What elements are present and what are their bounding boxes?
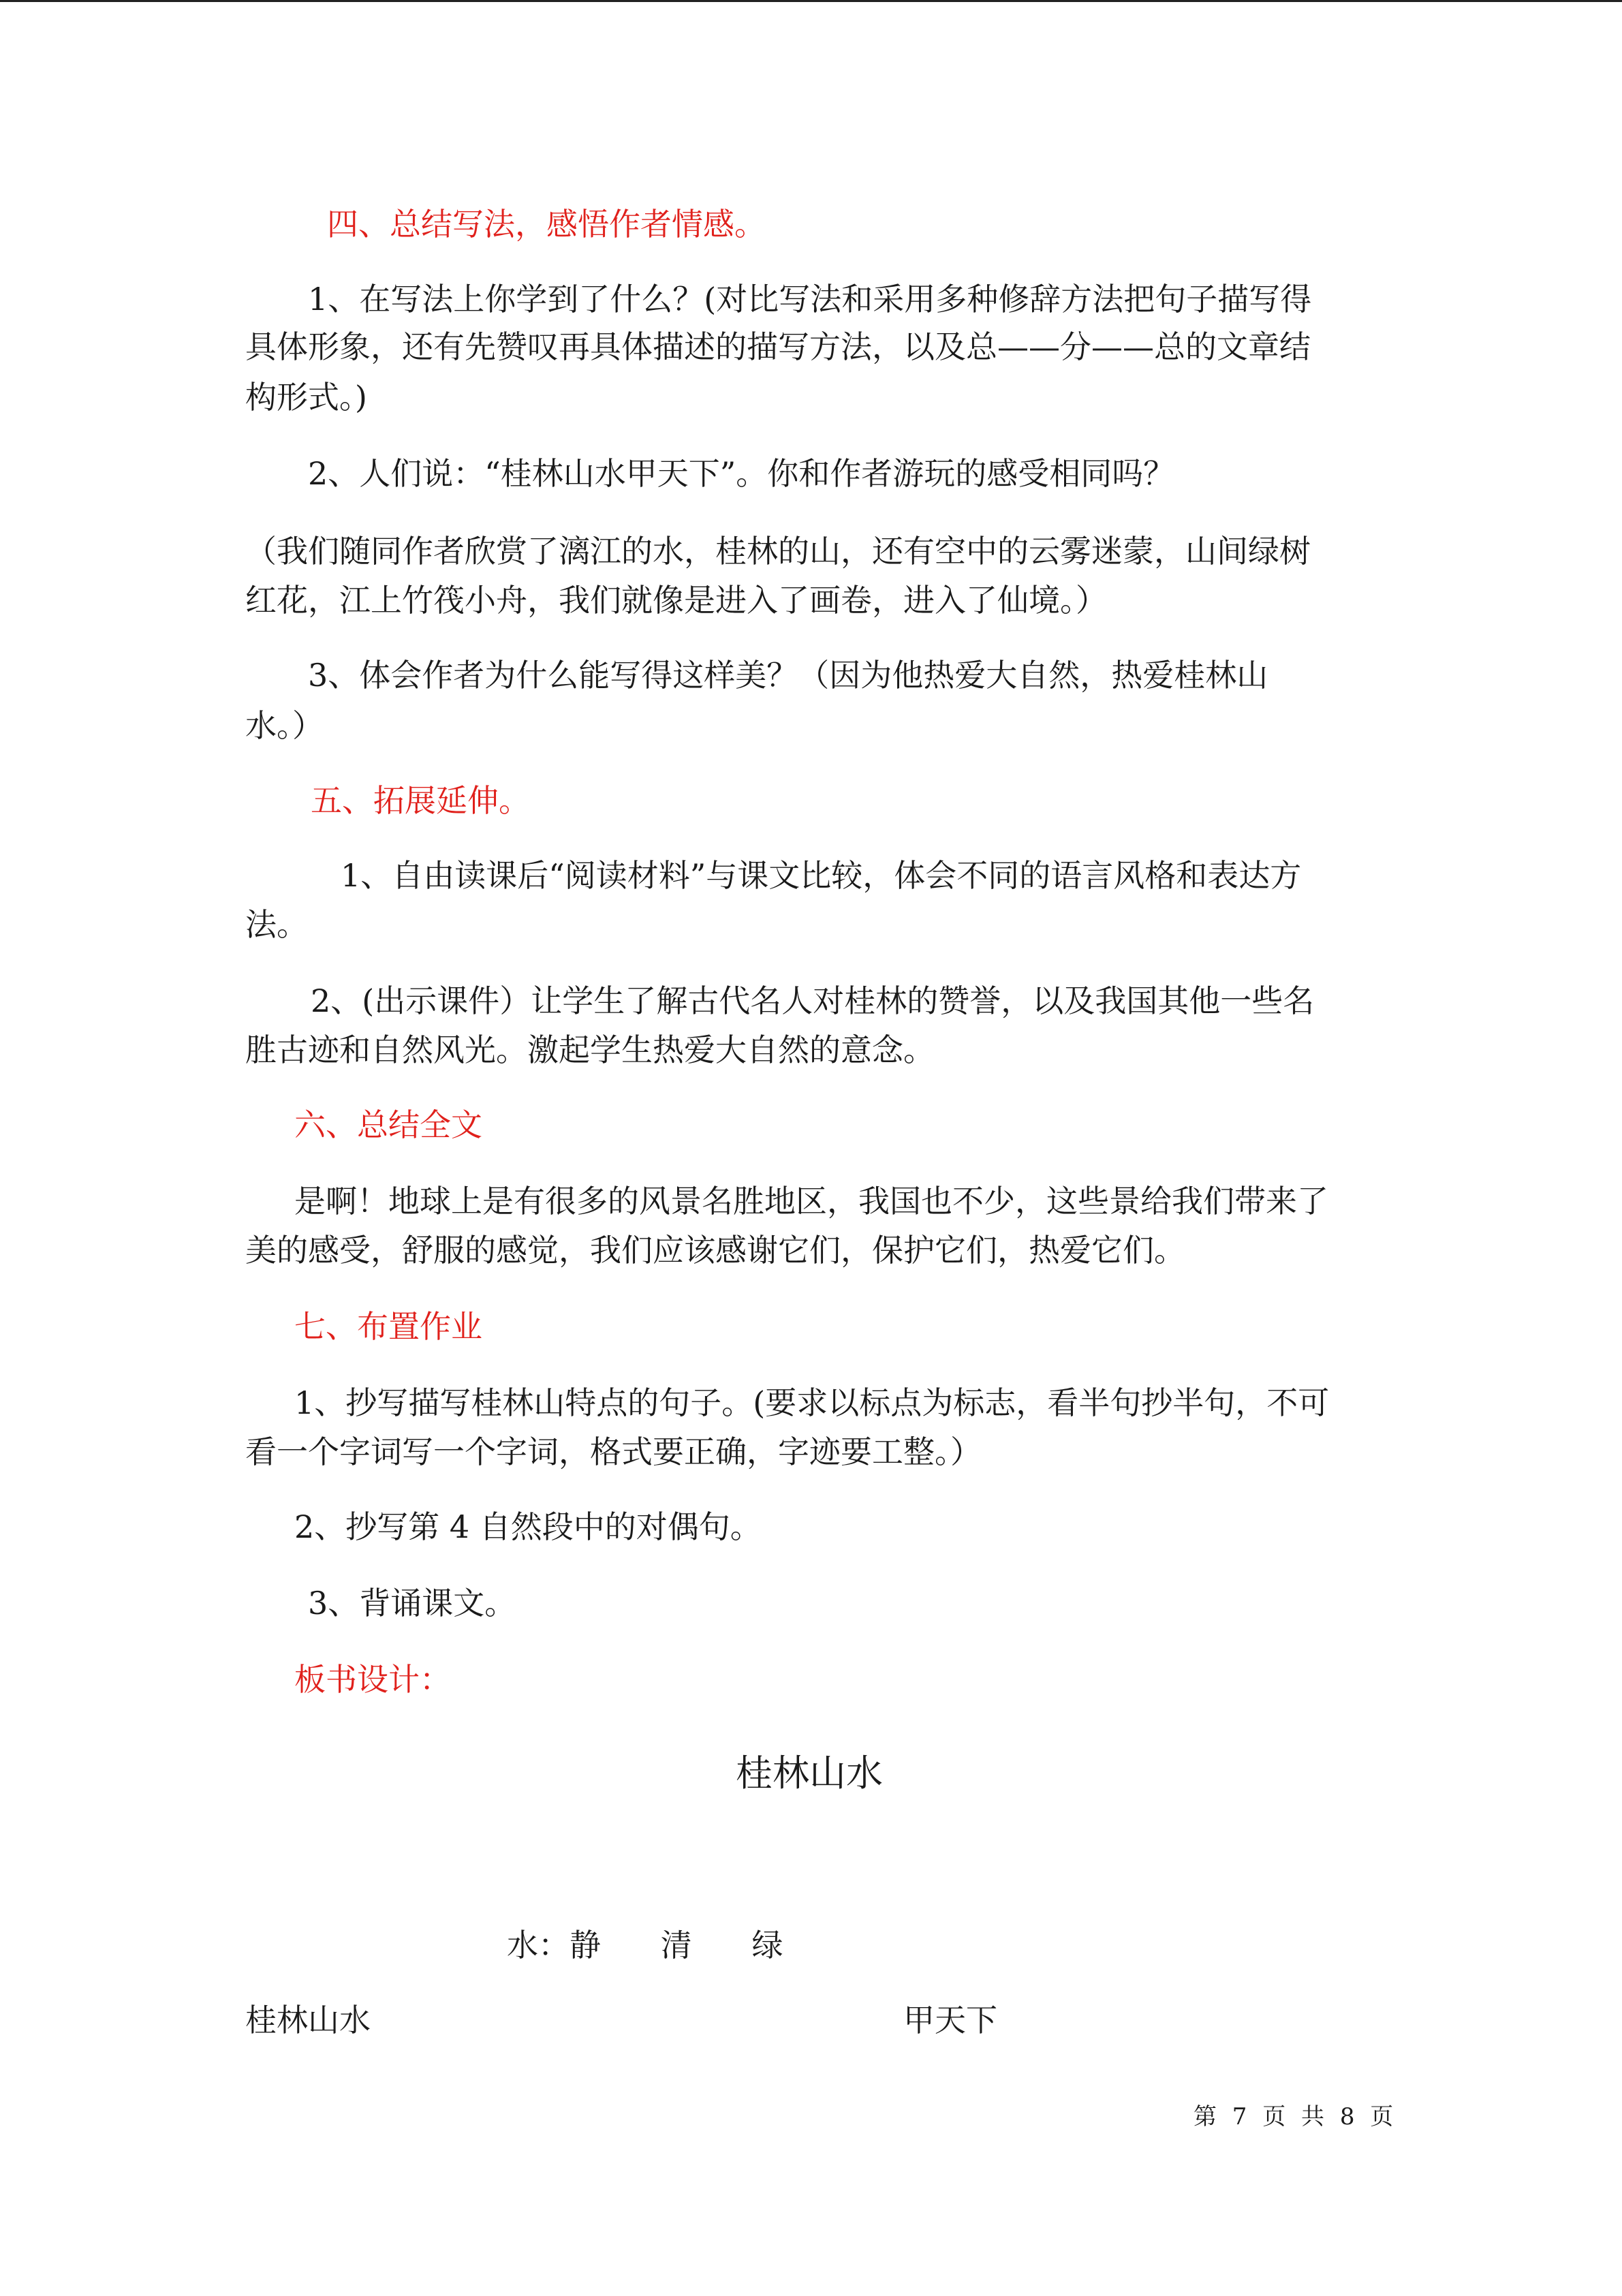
board-title: 桂林山水 (736, 1752, 883, 1795)
page-number-footer: 第 7 页 共 8 页 (1194, 2103, 1398, 2130)
paragraph-line: 看一个字词写一个字词，格式要正确，字迹要工整。） (245, 1433, 982, 1470)
paragraph-line: 2、(出示课件）让学生了解古代名人对桂林的赞誉，以及我国其他一些名 (311, 982, 1315, 1019)
paragraph-line: 2、抄写第 4 自然段中的对偶句。 (294, 1508, 762, 1545)
paragraph-line: 1、在写法上你学到了什么？(对比写法和采用多种修辞方法把句子描写得 (308, 281, 1312, 317)
paragraph-line: 法。 (245, 906, 308, 943)
paragraph-line: 3、背诵课文。 (308, 1585, 516, 1622)
paragraph-line: 具体形象，还有先赞叹再具体描述的描写方法，以及总——分——总的文章结 (245, 328, 1311, 365)
paragraph-line: （我们随同作者欣赏了漓江的水，桂林的山，还有空中的云雾迷蒙，山间绿树 (245, 533, 1311, 570)
section-heading-7: 七、布置作业 (294, 1308, 482, 1345)
board-design-heading: 板书设计： (294, 1661, 451, 1698)
section-heading-6: 六、总结全文 (294, 1106, 482, 1143)
paragraph-line: 是啊！地球上是有很多的风景名胜地区，我国也不少，这些景给我们带来了 (294, 1183, 1328, 1220)
paragraph-line: 1、自由读课后“阅读材料”与课文比较，体会不同的语言风格和表达方 (341, 857, 1302, 894)
paragraph-line: 3、体会作者为什么能写得这样美？（因为他热爱大自然，热爱桂林山 (308, 657, 1268, 694)
paragraph-line: 胜古迹和自然风光。激起学生热爱大自然的意念。 (245, 1031, 935, 1068)
board-right-label: 甲天下 (903, 2002, 997, 2038)
board-left-label: 桂林山水 (245, 2002, 371, 2038)
paragraph-line: 美的感受，舒服的感觉，我们应该感谢它们，保护它们，热爱它们。 (245, 1232, 1185, 1269)
section-heading-4: 四、总结写法，感悟作者情感。 (327, 206, 766, 243)
paragraph-line: 2、人们说：“桂林山水甲天下”。你和作者游玩的感受相同吗？ (308, 455, 1175, 492)
paragraph-line: 红花，江上竹筏小舟，我们就像是进入了画卷，进入了仙境。） (245, 582, 1107, 619)
paragraph-line: 水。） (245, 707, 324, 744)
board-line-water: 水：静 清 绿 (507, 1927, 783, 1964)
paragraph-line: 1、抄写描写桂林山特点的句子。(要求以标点为标志，看半句抄半句，不可 (294, 1384, 1330, 1421)
section-heading-5: 五、拓展延伸。 (311, 782, 530, 819)
paragraph-line: 构形式。) (245, 379, 367, 416)
